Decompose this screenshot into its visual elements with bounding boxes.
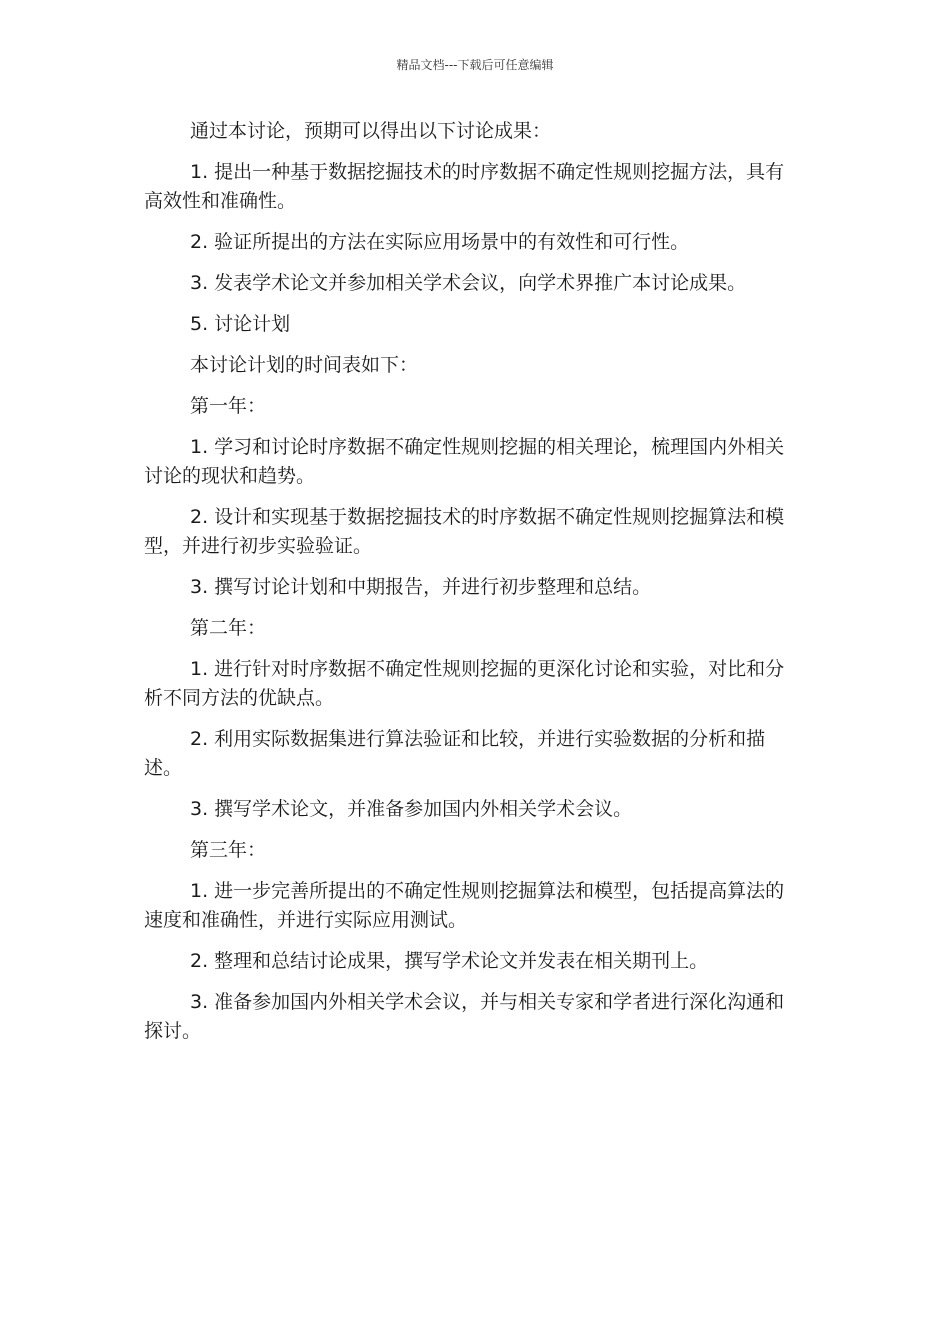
paragraph: 1. 进行针对时序数据不确定性规则挖掘的更深化讨论和实验，对比和分析不同方法的优缺点。 [144,658,785,709]
paragraph: 2. 整理和总结讨论成果，撰写学术论文并发表在相关期刊上。 [190,950,709,972]
paragraph: 3. 撰写学术论文，并准备参加国内外相关学术会议。 [190,798,633,820]
paragraph: 3. 撰写讨论计划和中期报告，并进行初步整理和总结。 [190,576,652,598]
paragraph: 2. 设计和实现基于数据挖掘技术的时序数据不确定性规则挖掘算法和模型，并进行初步实验验证。 [144,506,785,557]
document-body [144,117,800,1058]
paragraph: 通过本讨论，预期可以得出以下讨论成果： [190,120,552,142]
paragraph: 2. 验证所提出的方法在实际应用场景中的有效性和可行性。 [190,231,690,253]
paragraph: 1. 学习和讨论时序数据不确定性规则挖掘的相关理论，梳理国内外相关讨论的现状和趋势。 [144,436,785,487]
paragraph: 2. 利用实际数据集进行算法验证和比较，并进行实验数据的分析和描述。 [144,728,766,779]
year-heading: 第一年： [190,395,267,417]
year-heading: 第三年： [190,839,267,861]
page-header: 精品文档---下载后可任意编辑 [396,58,554,72]
paragraph: 1. 提出一种基于数据挖掘技术的时序数据不确定性规则挖掘方法，具有高效性和准确性。 [144,161,785,212]
year-heading: 第二年： [190,617,267,639]
paragraph: 3. 发表学术论文并参加相关学术会议，向学术界推广本讨论成果。 [190,272,747,294]
section-heading: 5. 讨论计划 [190,313,291,335]
paragraph: 3. 准备参加国内外相关学术会议，并与相关专家和学者进行深化沟通和探讨。 [144,991,785,1042]
paragraph: 本讨论计划的时间表如下： [190,354,419,376]
paragraph: 1. 进一步完善所提出的不确定性规则挖掘算法和模型，包括提高算法的速度和准确性，并进行实际应用测试。 [144,880,785,931]
